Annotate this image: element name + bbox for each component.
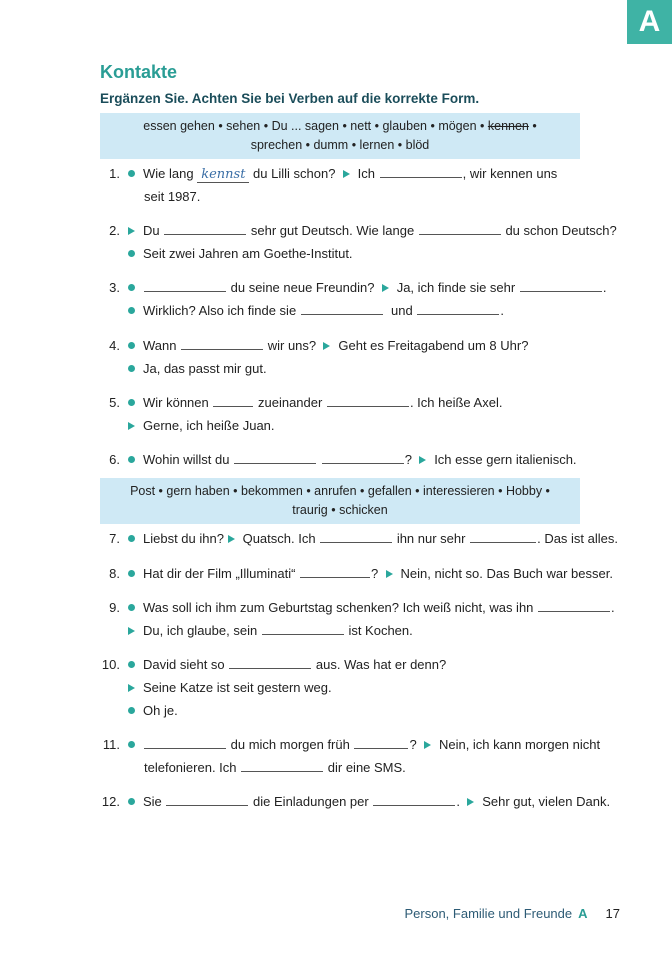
answer-blank[interactable] (229, 654, 311, 669)
word: gefallen (367, 484, 412, 498)
answer-blank[interactable] (300, 563, 370, 578)
speaker-b-arrow-icon (128, 684, 135, 692)
exercise-11: 11. du mich morgen früh ? Nein, ich kann morgen nicht telefonieren. Ich dir eine SMS. (100, 733, 630, 779)
speaker-a-bullet-icon (128, 399, 135, 406)
speaker-b-arrow-icon (382, 284, 389, 292)
answer-blank[interactable] (419, 220, 501, 235)
word-box-2-line-1: Post • gern haben • bekommen • anrufen • gefallen • interessieren • Hobby • (130, 484, 550, 498)
speaker-b-arrow-icon (419, 456, 426, 464)
word: mögen (438, 119, 477, 133)
exercise-9: 9. Was soll ich ihm zum Geburtstag schenken? Ich weiß nicht, was ihn . Du, ich glaube, sein ist Kochen. (100, 596, 630, 642)
answer-blank[interactable] (520, 277, 602, 292)
speaker-b-arrow-icon (128, 627, 135, 635)
exercise-4: 4. Wann wir uns? Geht es Freitagabend um 8 Uhr? Ja, das passt mir gut. (100, 334, 630, 380)
answer-blank[interactable] (213, 392, 253, 407)
handwritten-answer[interactable]: kennst (197, 168, 249, 183)
page-title: Kontakte (100, 62, 178, 82)
word-box-1-line-2: sprechen • dumm • lernen • blöd (250, 138, 430, 152)
answer-blank[interactable] (301, 300, 383, 315)
chapter-title: Person, Familie und Freunde (404, 906, 573, 921)
word: Hobby (505, 484, 543, 498)
answer-blank[interactable] (144, 734, 226, 749)
page-number: 17 (605, 906, 620, 921)
speaker-a-bullet-icon (128, 365, 135, 372)
answer-blank[interactable] (373, 791, 455, 806)
speaker-b-arrow-icon (323, 342, 330, 350)
speaker-a-bullet-icon (128, 250, 135, 257)
speaker-a-bullet-icon (128, 570, 135, 577)
word-box-2 (100, 478, 580, 524)
exercise-5: 5. Wir können zueinander . Ich heiße Axel. Gerne, ich heiße Juan. (100, 391, 630, 437)
word: interessieren (423, 484, 495, 498)
chapter-letter: A (578, 906, 588, 921)
instruction: Ergänzen Sie. Achten Sie bei Verben auf die korrekte Form. (100, 91, 480, 106)
speaker-b-arrow-icon (128, 227, 135, 235)
speaker-a-bullet-icon (128, 342, 135, 349)
speaker-a-bullet-icon (128, 798, 135, 805)
exercise-6: 6. Wohin willst du ? Ich esse gern italienisch. (100, 448, 630, 471)
exercise-10: 10. David sieht so aus. Was hat er denn? Seine Katze ist seit gestern weg. Oh je. (100, 653, 630, 722)
word: blöd (405, 138, 430, 152)
exercise-number: 1. (109, 166, 120, 181)
word: sprechen (250, 138, 303, 152)
speaker-b-arrow-icon (386, 570, 393, 578)
speaker-a-bullet-icon (128, 707, 135, 714)
answer-blank[interactable] (327, 392, 409, 407)
word: bekommen (241, 484, 303, 498)
answer-blank[interactable] (470, 528, 536, 543)
answer-blank[interactable] (262, 620, 344, 635)
word: essen gehen (143, 119, 215, 133)
exercise-12: 12. Sie die Einladungen per . Sehr gut, vielen Dank. (100, 790, 630, 813)
speaker-a-bullet-icon (128, 741, 135, 748)
speaker-a-bullet-icon (128, 456, 135, 463)
exercise-7: 7. Liebst du ihn? Quatsch. Ich ihn nur sehr . Das ist alles. (100, 527, 630, 550)
answer-blank[interactable] (241, 757, 323, 772)
speaker-b-arrow-icon (228, 535, 235, 543)
page-footer (0, 906, 620, 921)
chapter-tab: A (627, 0, 672, 44)
word: sehen (226, 119, 261, 133)
answer-blank[interactable] (320, 528, 392, 543)
answer-blank[interactable] (380, 163, 462, 178)
word: Du ... sagen (271, 119, 339, 133)
word: gern haben (166, 484, 230, 498)
speaker-b-arrow-icon (467, 798, 474, 806)
word: lernen (359, 138, 395, 152)
answer-blank[interactable] (181, 335, 263, 350)
word: nett (350, 119, 372, 133)
word-box-1 (100, 113, 580, 159)
word-box-1-line-1: essen gehen • sehen • Du ... sagen • nett • glauben • mögen • kennen • (143, 119, 537, 133)
exercise-2: 2. Du sehr gut Deutsch. Wie lange du schon Deutsch? Seit zwei Jahren am Goethe-Institut. (100, 219, 630, 265)
word: anrufen (314, 484, 357, 498)
word: traurig (292, 503, 328, 517)
answer-blank[interactable] (417, 300, 499, 315)
speaker-a-bullet-icon (128, 535, 135, 542)
answer-blank[interactable] (322, 449, 404, 464)
word: schicken (339, 503, 388, 517)
answer-blank[interactable] (164, 220, 246, 235)
speaker-a-bullet-icon (128, 307, 135, 314)
speaker-a-bullet-icon (128, 170, 135, 177)
speaker-a-bullet-icon (128, 604, 135, 611)
speaker-b-arrow-icon (424, 741, 431, 749)
answer-blank[interactable] (166, 791, 248, 806)
answer-blank[interactable] (234, 449, 316, 464)
exercise-1: 1. Wie lang kennst du Lilli schon? Ich , wir kennen uns seit 1987. (100, 162, 630, 208)
answer-blank[interactable] (144, 277, 226, 292)
word: dumm (313, 138, 349, 152)
exercise-8: 8. Hat dir der Film „Illuminati“ ? Nein, nicht so. Das Buch war besser. (100, 562, 630, 585)
answer-blank[interactable] (538, 597, 610, 612)
exercise-3: 3. du seine neue Freundin? Ja, ich finde sie sehr . Wirklich? Also ich finde sie und . (100, 276, 630, 322)
speaker-b-arrow-icon (343, 170, 350, 178)
word-crossed-out: kennen (487, 119, 529, 133)
word: Post (130, 484, 156, 498)
word: glauben (382, 119, 427, 133)
word-box-2-line-2: traurig • schicken (292, 503, 388, 517)
speaker-b-arrow-icon (128, 422, 135, 430)
answer-blank[interactable] (354, 734, 408, 749)
speaker-a-bullet-icon (128, 661, 135, 668)
speaker-a-bullet-icon (128, 284, 135, 291)
